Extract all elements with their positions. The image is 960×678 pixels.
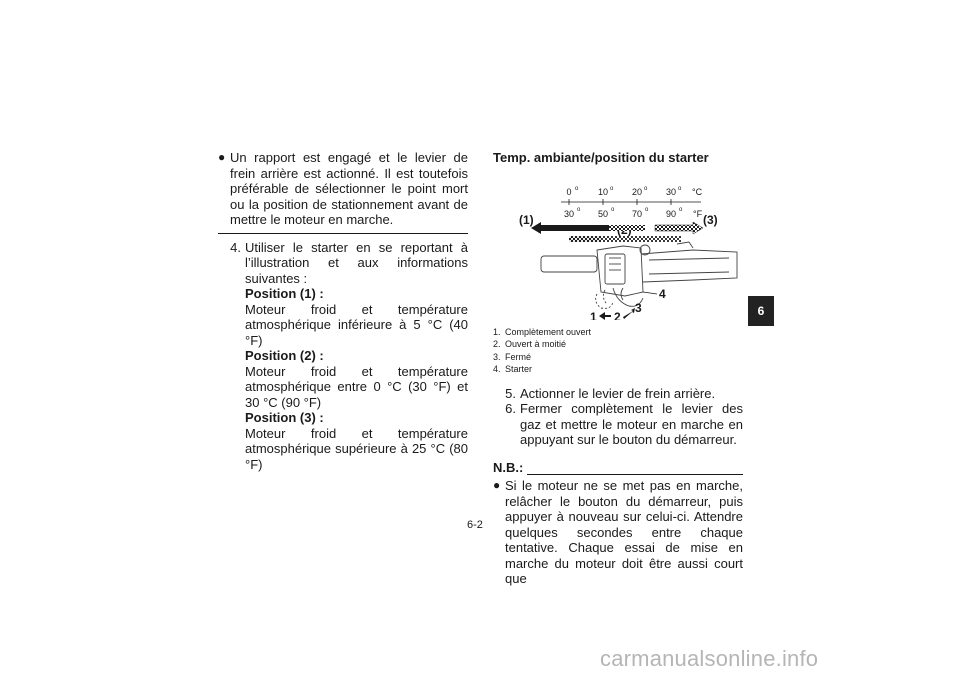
choke-illustration <box>493 170 743 320</box>
caption-item <box>493 326 743 339</box>
degree-mark: o <box>610 185 614 192</box>
callout-line-4 <box>643 292 657 294</box>
callout-3: 3 <box>635 300 642 315</box>
fahrenheit-unit: °F <box>693 208 703 219</box>
note-rule <box>527 464 743 475</box>
position-3-label: Position (3) : <box>245 410 324 425</box>
caption-number: 2. <box>493 339 501 349</box>
range-arrow-full-open <box>531 222 609 234</box>
callout-4: 4 <box>659 286 666 301</box>
step-intro: Utiliser le starter en se reportant à l’illustration et aux informations suivantes : <box>245 239 468 286</box>
right-column <box>493 150 743 587</box>
callout-1: 1 <box>590 309 597 320</box>
bullet-icon: ● <box>493 478 501 492</box>
position-2-label: Position (2) : <box>245 348 324 363</box>
step-number: 6. <box>505 401 516 416</box>
section-divider <box>218 233 468 234</box>
degree-mark: o <box>679 206 683 213</box>
step-6 <box>493 401 743 448</box>
celsius-tick-20: 20 <box>631 186 643 197</box>
figure-captions <box>493 326 743 376</box>
step-5 <box>493 386 743 402</box>
step-number: 5. <box>505 385 516 401</box>
celsius-tick-10: 10 <box>597 186 609 197</box>
caption-number: 1. <box>493 326 501 337</box>
callout-arrow-2 <box>623 308 635 319</box>
celsius-tick-0: 0 <box>566 186 572 197</box>
caption-number: 3. <box>493 351 501 362</box>
figure-title: Temp. ambiante/position du starter <box>493 150 709 165</box>
watermark: carmanualsonline.info <box>600 646 819 671</box>
degree-mark: o <box>575 185 579 192</box>
step-body <box>245 240 468 473</box>
fahrenheit-tick-90: 90 <box>665 208 677 219</box>
celsius-unit: °C <box>692 186 703 197</box>
position-1-text: Moteur froid et température atmosphérique inférieure à 5 °C (40 °F) <box>245 301 468 348</box>
note-bullet-text: Si le moteur ne se met pas en marche, relâcher le bouton du démarreur, puis appuyer à nouveau sur celui-ci. Attendre quelques secondes entre chaque tentative. Chaque essai de mise en marche du moteur doit être aussi court que <box>505 478 743 586</box>
note-label: N.B.: <box>493 459 524 475</box>
position-3-marker: (3) <box>703 212 718 227</box>
caption-number: 4. <box>493 364 501 374</box>
degree-mark: o <box>577 206 581 213</box>
position-1-marker: (1) <box>519 212 534 227</box>
degree-mark: o <box>645 206 649 213</box>
fahrenheit-tick-30: 30 <box>563 208 575 219</box>
fahrenheit-tick-50: 50 <box>597 208 609 219</box>
handlebar-sketch <box>541 242 737 308</box>
bullet-item <box>218 150 468 228</box>
chapter-tab: 6 <box>748 296 774 326</box>
position-1-label: Position (1) : <box>245 286 324 301</box>
range-gradient <box>609 225 645 231</box>
bullet-text: Un rapport est engagé et le levier de frein arrière est actionné. Il est toutefois préférable de sélectionner le point mort ou la position de stationnement avant de mettre le moteur en marche. <box>230 150 468 227</box>
range-arrow-closed <box>655 222 703 234</box>
steps-list <box>493 386 743 448</box>
step-number: 4. <box>230 239 241 255</box>
fahrenheit-tick-70: 70 <box>631 208 643 219</box>
caption-item <box>493 351 743 364</box>
choke-diagram <box>493 170 743 320</box>
step-4 <box>218 240 468 473</box>
degree-mark: o <box>644 185 648 192</box>
caption-item <box>493 363 743 376</box>
callout-2: 2 <box>614 309 621 320</box>
left-column <box>218 150 468 472</box>
caption-text: Starter <box>505 364 533 374</box>
degree-mark: o <box>611 206 615 213</box>
caption-text: Ouvert à moitié <box>505 339 567 349</box>
step-text: Fermer complètement le levier des gaz et mettre le moteur en marche en appuyant sur le bouton du démarreur. <box>520 401 743 447</box>
note-bullet-item <box>493 478 743 587</box>
range-bar-half-pattern <box>569 236 681 242</box>
page-number: 6-2 <box>467 519 483 531</box>
callout-arrow-1 <box>599 312 611 320</box>
celsius-tick-30: 30 <box>665 186 677 197</box>
caption-text: Fermé <box>505 351 532 362</box>
step-text: Actionner le levier de frein arrière. <box>520 385 716 401</box>
caption-item <box>493 338 743 351</box>
position-2-text: Moteur froid et température atmosphérique entre 0 °C (30 °F) et 30 °C (90 °F) <box>245 363 468 410</box>
caption-text: Complètement ouvert <box>505 326 592 337</box>
degree-mark: o <box>678 185 682 192</box>
note-header <box>493 460 743 476</box>
bullet-icon: ● <box>218 150 226 164</box>
position-3-text: Moteur froid et température atmosphérique supérieure à 25 °C (80 °F) <box>245 425 468 472</box>
